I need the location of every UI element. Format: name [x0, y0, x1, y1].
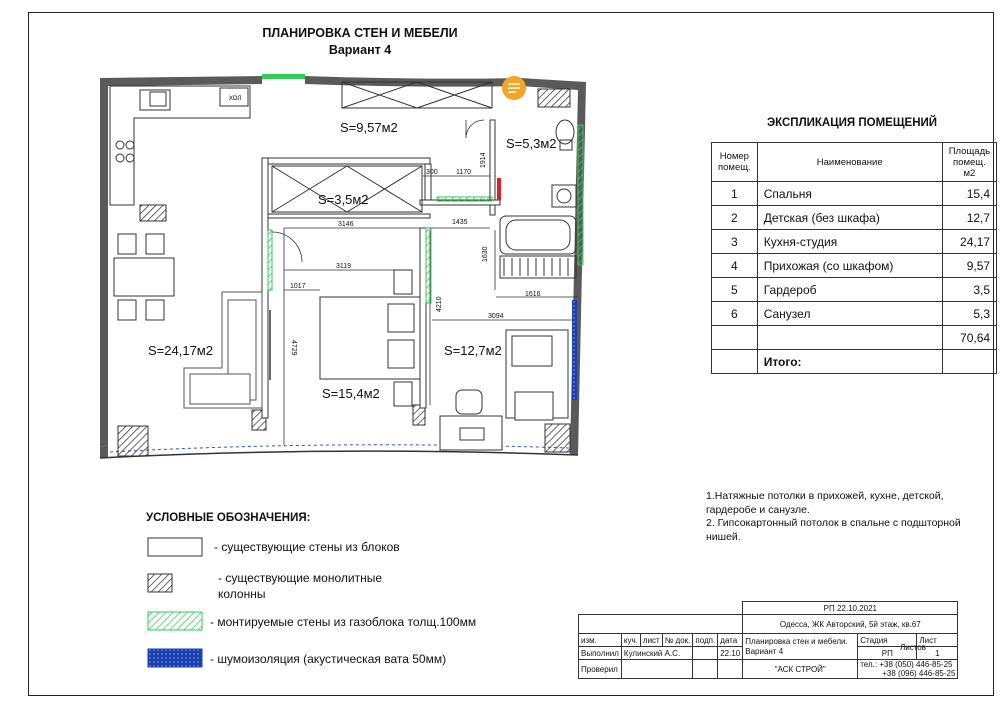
appliance-label: ХОЛ: [229, 96, 242, 102]
explication-title: ЭКСПЛИКАЦИЯ ПОМЕЩЕНИЙ: [766, 117, 938, 129]
sheets-header: Листов: [900, 643, 926, 652]
dim-4729: 4729: [290, 340, 297, 356]
note-2: 2. Гипсокартонный потолок в спальне с подшторной нишей.: [706, 517, 961, 543]
area-bedroom: S=15,4м2: [322, 386, 380, 401]
legend-swatch-new-walls: [148, 612, 202, 630]
legend-item-blocks: - существующие стены из блоков: [214, 540, 400, 554]
dim-1616: 1616: [525, 291, 541, 298]
door-marker: [497, 178, 501, 200]
table-row: 1 Спальня 15,4: [712, 182, 997, 206]
title-block: РП 22.10.2021 Одесса, ЖК Авторский, 5й этаж, кв.67 изм. куч. лист № док. подп. дата Планировка стен и мебели. Вариант 4 Стадия Лист Выполнил Кулинский А.С. 22.10 РП 1 Проверил "АСК СТРОЙ" тел.: +38 (050) 446-85-25 +38 (096) 446-85-25: [578, 601, 958, 679]
project-address: Одесса, ЖК Авторский, 5й этаж, кв.67: [743, 615, 958, 634]
note-1: 1.Натяжные потолки в прихожей, кухне, детской, гардеробе и санузле.: [706, 490, 944, 516]
table-row: 5 Гардероб 3,5: [712, 278, 997, 302]
dim-3146: 3146: [338, 221, 354, 228]
dim-300: 300: [426, 169, 438, 176]
table-row: [712, 350, 997, 374]
legend-swatch-insulation: [148, 649, 202, 667]
dim-1017: 1017: [290, 283, 306, 290]
table-row: 3 Кухня-студия 24,17: [712, 230, 997, 254]
dim-1170: 1170: [456, 169, 472, 176]
legend-title: УСЛОВНЫЕ ОБОЗНАЧЕНИЯ:: [146, 512, 311, 524]
table-row: [712, 326, 997, 350]
sheet-title: Планировка стен и мебели. Вариант 4: [743, 634, 858, 660]
total-label: Итого:: [757, 350, 942, 374]
project-code: РП 22.10.2021: [743, 602, 958, 615]
kitchen: [110, 86, 250, 205]
col-area: Площадь помещ. м2: [942, 143, 996, 182]
author: Кулинский А.С.: [621, 647, 692, 660]
area-kids-room: S=12,7м2: [444, 343, 502, 358]
menu-icon[interactable]: [502, 76, 526, 100]
area-kitchen: S=24,17м2: [148, 343, 213, 358]
legend-swatch-columns: [148, 574, 172, 592]
total-value: 70,64: [942, 326, 996, 350]
explication-table: [711, 142, 997, 374]
wardrobes: [272, 82, 492, 212]
legend-swatch-blocks: [148, 538, 202, 556]
phones: тел.: +38 (050) 446-85-25 +38 (096) 446-85-25: [858, 660, 958, 679]
area-wardrobe: S=3,5м2: [318, 192, 369, 207]
dim-1914: 1914: [480, 152, 487, 168]
legend-item-insulation: - шумоизоляция (акустическая вата 50мм): [210, 652, 447, 666]
insulation: [572, 300, 577, 400]
dim-1630: 1630: [482, 246, 489, 262]
table-header: [712, 143, 997, 182]
area-hallway: S=9,57м2: [340, 120, 398, 135]
notes: [706, 490, 996, 544]
table-row: 6 Санузел 5,3: [712, 302, 997, 326]
legend-item-columns: - существующие монолитные колонны: [218, 571, 383, 601]
area-bathroom: S=5,3м2: [506, 136, 557, 151]
col-name: Наименование: [757, 143, 942, 182]
dining-set: [114, 234, 174, 320]
table-row: 4 Прихожая (со шкафом) 9,57: [712, 254, 997, 278]
company: "АСК СТРОЙ": [743, 660, 858, 679]
dim-4210: 4210: [436, 296, 443, 312]
table-row: 2 Детская (без шкафа) 12,7: [712, 206, 997, 230]
doors: [272, 120, 484, 262]
col-num: Номер помещ.: [712, 143, 758, 182]
window-top: [262, 74, 305, 79]
drawing-title: ПЛАНИРОВКА СТЕН И МЕБЕЛИ Вариант 4: [262, 26, 458, 57]
dim-1435: 1435: [452, 219, 468, 226]
legend-item-new-walls: - монтируемые стены из газоблока толщ.100мм: [210, 615, 477, 629]
dim-3119: 3119: [336, 263, 352, 270]
dim-3094: 3094: [488, 313, 504, 320]
